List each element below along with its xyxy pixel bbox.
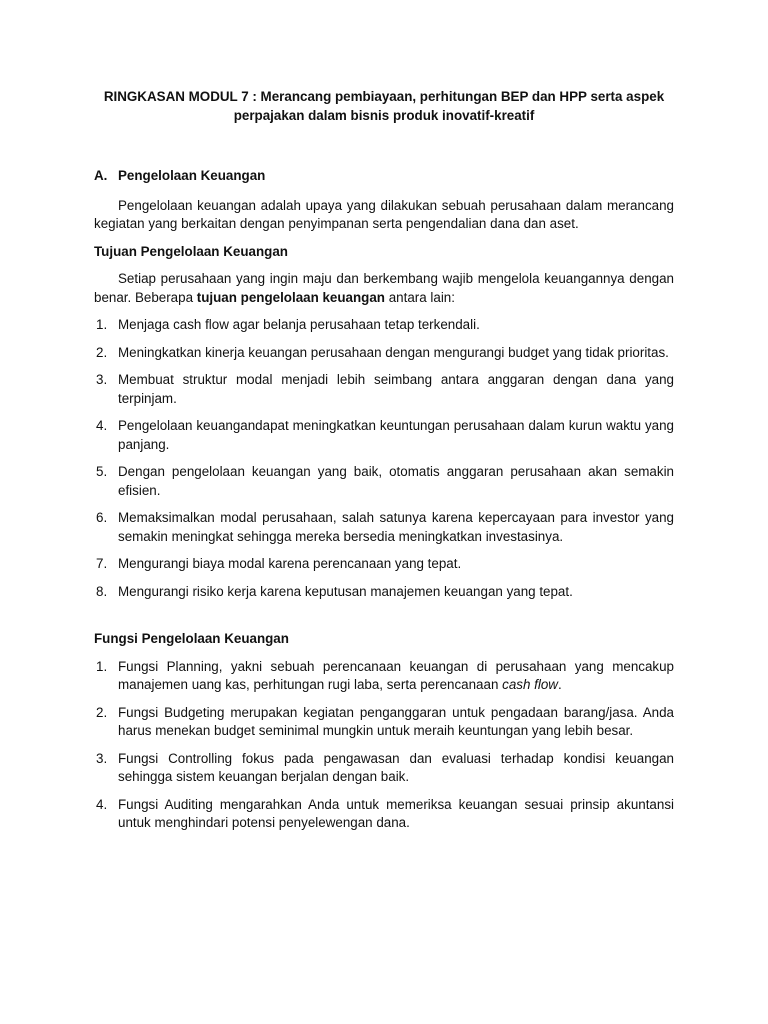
list-number: 1. (96, 658, 108, 674)
tujuan-list (94, 316, 674, 601)
title-line-1: RINGKASAN MODUL 7 : Merancang pembiayaan, perhitungan BEP dan HPP serta aspek (103, 89, 665, 104)
list-number: 2. (96, 704, 108, 720)
list-text: Dengan pengelolaan keuangan yang baik, otomatis anggaran perusahaan akan semakin efisien. (118, 464, 674, 498)
list-text: Pengelolaan keuangandapat meningkatkan keuntungan perusahaan dalam kurun waktu yang panjang. (118, 418, 674, 452)
list-number: 4. (96, 418, 108, 433)
list-number: 3. (96, 372, 108, 387)
tujuan-intro-part2: antara lain: (385, 289, 455, 305)
list-item (94, 704, 674, 741)
fungsi-item1-part2: . (557, 677, 562, 692)
list-text: Mengurangi biaya modal karena perencanaan yang tepat. (118, 556, 462, 571)
list-text: Fungsi Auditing mengarahkan Anda untuk memeriksa keuangan sesuai prinsip akuntansi untuk menghindari potensi penyelewengan dana. (118, 796, 674, 830)
list-number: 6. (96, 510, 108, 525)
tujuan-intro-bold: tujuan pengelolaan keuangan (196, 289, 385, 305)
list-number: 3. (96, 750, 108, 766)
list-number: 4. (96, 796, 108, 812)
list-number: 2. (96, 344, 108, 360)
list-text: Fungsi Budgeting merupakan kegiatan penganggaran untuk pengadaan barang/jasa. Anda harus menekan budget seminimal mungkin untuk meraih keuntungan yang lebih besar. (118, 704, 674, 738)
fungsi-item1-part1: Fungsi Planning, yakni sebuah perencanaan keuangan di perusahaan yang mencakup manajemen uang kas, perhitungan rugi laba, serta perencanaan (118, 658, 674, 692)
list-item (94, 316, 674, 335)
list-number: 1. (96, 317, 108, 332)
list-item (94, 371, 674, 408)
list-item (94, 417, 674, 454)
list-item (94, 750, 674, 787)
list-item (94, 555, 674, 574)
list-item (94, 796, 674, 833)
tujuan-intro (94, 270, 674, 307)
fungsi-list (94, 658, 674, 833)
list-text: Menjaga cash flow agar belanja perusahaan tetap terkendali. (118, 317, 480, 332)
list-text: Membuat struktur modal menjadi lebih seimbang antara anggaran dengan dana yang terpinjam. (118, 372, 674, 406)
document-title (94, 88, 674, 125)
list-number: 7. (96, 556, 108, 571)
fungsi-heading: Fungsi Pengelolaan Keuangan (94, 631, 289, 646)
list-item (94, 509, 674, 546)
tujuan-intro-part1: Setiap perusahaan yang ingin maju dan berkembang wajib mengelola keuangannya dengan benar. Beberapa (94, 271, 674, 305)
list-item (94, 658, 674, 695)
list-text: Meningkatkan kinerja keuangan perusahaan dengan mengurangi budget yang tidak prioritas. (118, 344, 669, 360)
section-a-letter: A. (94, 168, 108, 183)
list-number: 8. (96, 583, 108, 599)
list-text: Fungsi Controlling fokus pada pengawasan dan evaluasi terhadap kondisi keuangan sehingga sistem keuangan berjalan dengan baik. (118, 750, 674, 784)
list-text: Mengurangi risiko kerja karena keputusan manajemen keuangan yang tepat. (118, 583, 573, 599)
list-number: 5. (96, 464, 108, 479)
list-item (94, 583, 674, 602)
section-a-heading (94, 167, 674, 186)
list-item (94, 463, 674, 500)
list-text: Memaksimalkan modal perusahaan, salah satunya karena kepercayaan para investor yang semakin meningkat sehingga mereka bersedia meningkatkan investasinya. (118, 510, 674, 544)
title-line-2: perpajakan dalam bisnis produk inovatif-kreatif (233, 107, 535, 123)
tujuan-heading: Tujuan Pengelolaan Keuangan (94, 243, 288, 259)
section-a-intro: Pengelolaan keuangan adalah upaya yang dilakukan sebuah perusahaan dalam merancang kegiatan yang berkaitan dengan penyimpanan serta pengendalian dana dan aset. (94, 197, 674, 231)
list-item (94, 344, 674, 363)
list-text (118, 658, 674, 695)
section-a-title: Pengelolaan Keuangan (118, 168, 266, 183)
fungsi-item1-italic: cash flow (502, 677, 558, 692)
